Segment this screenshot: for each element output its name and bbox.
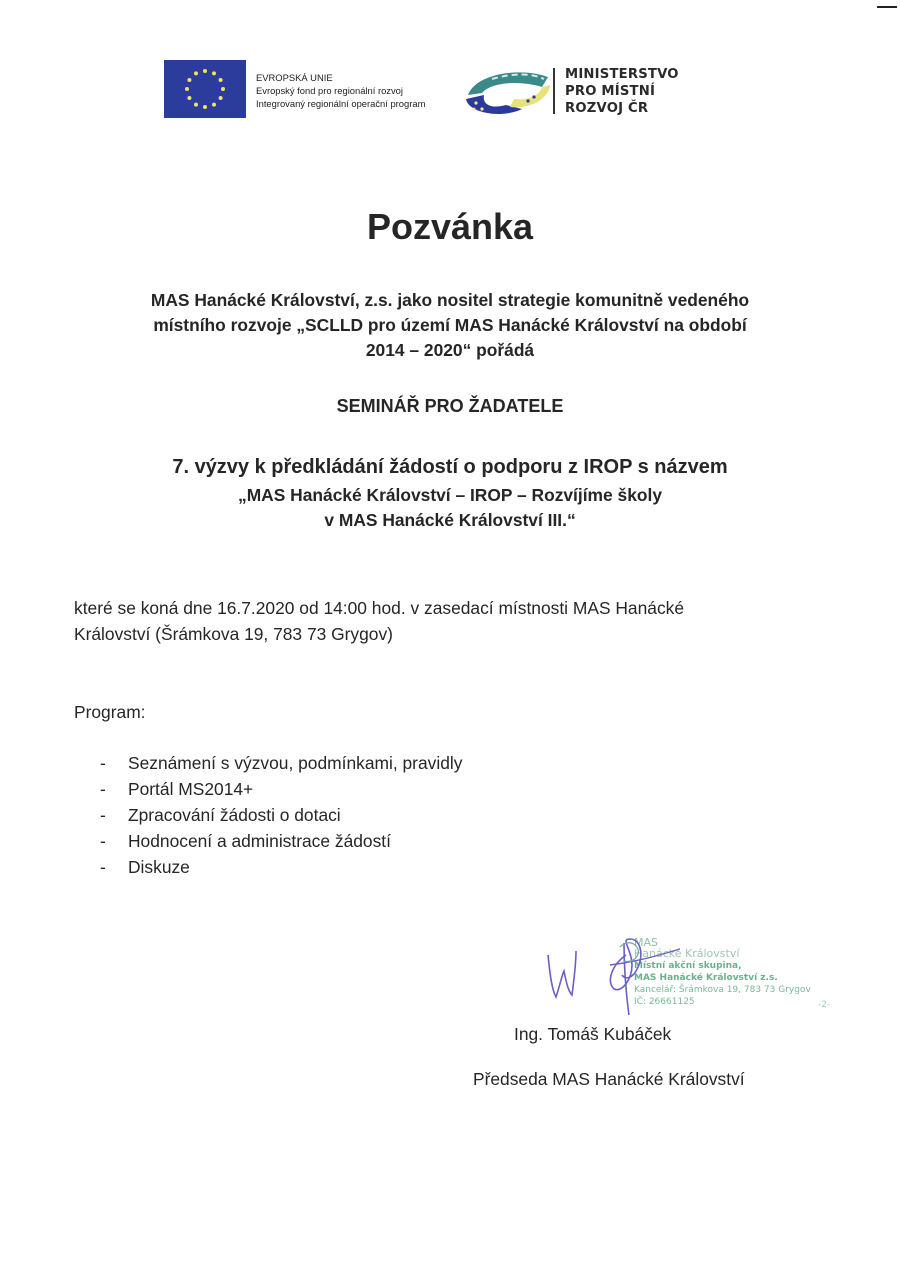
intro-line: místního rozvoje „SCLLD pro území MAS Hanácké Království na období [153, 315, 747, 335]
program-item-text: Zpracování žádosti o dotaci [128, 805, 341, 825]
page-title: Pozvánka [366, 206, 534, 247]
call-name-line: v MAS Hanácké Království III.“ [324, 510, 576, 530]
program-item [100, 854, 462, 880]
event-line: které se koná dne 16.7.2020 od 14:00 hod. v zasedací místnosti MAS Hanácké [74, 598, 685, 618]
program-item-text: Hodnocení a administrace žádostí [128, 831, 391, 851]
eu-star-icon [212, 71, 216, 75]
intro-paragraph [60, 288, 840, 363]
program-item [100, 776, 462, 802]
bullet: - [100, 857, 106, 877]
mmr-logo-line: PRO MÍSTNÍ [565, 84, 656, 99]
call-heading: 7. výzvy k předkládání žádostí o podporu z IROP s názvem [172, 456, 728, 478]
intro-line: 2014 – 2020“ pořádá [365, 340, 535, 360]
eu-star-icon [194, 103, 198, 107]
program-label: Program: [74, 702, 146, 722]
logo-divider [553, 68, 555, 114]
signer-role: Předseda MAS Hanácké Království [473, 1069, 745, 1089]
stamp-line: MAS [634, 936, 658, 949]
bullet: - [100, 753, 106, 773]
eu-flag-icon [164, 60, 246, 118]
stamp-line: Kancelář: Šrámkova 19, 783 73 Grygov [634, 985, 811, 995]
signer-name: Ing. Tomáš Kubáček [514, 1024, 672, 1044]
seminar-heading: SEMINÁŘ PRO ŽADATELE [336, 396, 564, 416]
eu-logo-line: EVROPSKÁ UNIE [256, 72, 333, 83]
handwritten-signature [540, 935, 840, 1015]
mmr-logo-text [565, 66, 679, 117]
eu-logo-line: Evropský fond pro regionální rozvoj [256, 85, 403, 96]
bullet: - [100, 805, 106, 825]
eu-star-icon [203, 105, 207, 109]
eu-star-icon [203, 69, 207, 73]
event-details [74, 595, 834, 647]
eu-logo-line: Integrovaný regionální operační program [256, 98, 426, 109]
program-list [100, 750, 462, 880]
bullet: - [100, 779, 106, 799]
eu-star-icon [219, 78, 223, 82]
eu-star-icon [187, 96, 191, 100]
stamp-page-mark: -2- [818, 1000, 831, 1010]
mmr-logo-line: MINISTERSTVO [565, 67, 679, 82]
eu-star-icon [212, 103, 216, 107]
program-item [100, 750, 462, 776]
eu-star-icon [185, 87, 189, 91]
eu-star-icon [187, 78, 191, 82]
event-line: Království (Šrámkova 19, 783 73 Grygov) [74, 624, 393, 644]
stamp-line: MAS Hanácké Království z.s. [634, 973, 778, 983]
scan-mark [877, 6, 897, 8]
program-item [100, 828, 462, 854]
eu-star-icon [219, 96, 223, 100]
call-name [0, 483, 900, 533]
eu-star-icon [221, 87, 225, 91]
intro-line: MAS Hanácké Království, z.s. jako nositel strategie komunitně vedeného [150, 290, 750, 310]
call-name-line: „MAS Hanácké Království – IROP – Rozvíjíme školy [238, 485, 662, 505]
program-item-text: Diskuze [128, 857, 190, 877]
stamp-line: Hanácké Království [634, 947, 740, 960]
mmr-logo-icon [462, 65, 552, 117]
program-item-text: Seznámení s výzvou, podmínkami, pravidly [128, 753, 463, 773]
stamp-line: Místní akční skupina, [634, 961, 742, 971]
program-item [100, 802, 462, 828]
mmr-logo-line: ROZVOJ ČR [565, 101, 649, 116]
stamp-line: IČ: 26661125 [634, 997, 695, 1007]
bullet: - [100, 831, 106, 851]
program-item-text: Portál MS2014+ [128, 779, 254, 799]
eu-star-icon [194, 71, 198, 75]
eu-logo-text [256, 71, 425, 110]
